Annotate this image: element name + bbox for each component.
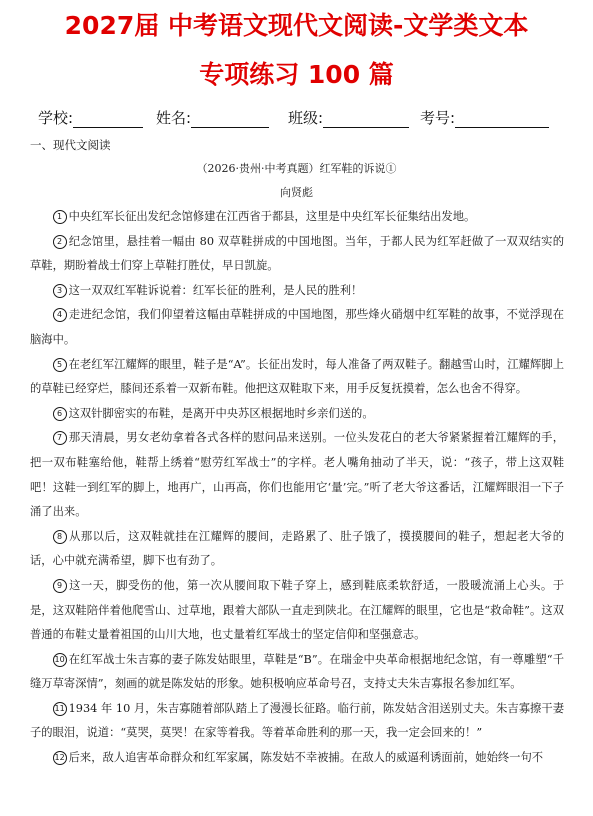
article-paragraph [30,353,564,402]
section-title: 一、现代文阅读 [30,138,111,152]
article-paragraph [30,402,564,427]
paragraph-number-badge: 5 [53,358,67,372]
school-label: 学校: [38,109,74,127]
paragraph-text: 从那以后，这双鞋就挂在江耀辉的腰间，走路累了、肚子饿了，摸摸腰间的鞋子，想起老大爷的话，心中就充满希望，脚下也有劲了。 [30,529,564,568]
paragraph-text: 走进纪念馆，我们仰望着这幅由草鞋拼成的中国地图，那些烽火硝烟中红军鞋的故事，不觉浮现在脑海中。 [30,308,564,346]
exam-no-label: 考号: [420,109,456,127]
article-paragraph [30,426,564,524]
article-author: 向贤彪 [280,186,313,199]
article-paragraph [30,205,564,230]
paragraph-number-badge: 4 [53,308,67,322]
class-field [288,107,409,128]
paragraph-text: 这一双双红军鞋诉说着：红军长征的胜利，是人民的胜利！ [68,283,363,297]
paragraph-text: 这一天，脚受伤的他，第一次从腰间取下鞋子穿上，感到鞋底柔软舒适，一股暖流涌上心头。于是，这双鞋陪伴着他爬雪山、过草地，跟着大部队一直走到陕北。在江耀辉的眼里，它也是“救命鞋”。这双普通的布鞋丈量着祖国的山川大地，也丈量着红军战士的坚定信仰和坚强意志。 [30,578,564,642]
class-blank [323,111,409,128]
article-paragraph [30,230,564,279]
article-paragraph [30,574,564,648]
article-paragraph [30,525,564,574]
article-paragraph [30,303,564,352]
paragraph-text: 在红军战士朱吉寡的妻子陈发姑眼里，草鞋是“B”。在瑞金中央革命根据地纪念馆，有一尊雕塑“千缝万草寄深情”，刻画的就是陈发姑的形象。她积极响应革命号召，支持丈夫朱吉寡报名参加红军。 [30,652,564,691]
paragraph-text: 后来，敌人追害革命群众和红军家属，陈发姑不幸被捕。在敌人的威逼利诱面前，她始终一句不 [68,751,544,765]
exam-no-field [420,107,549,128]
paragraph-number-badge: 1 [53,210,67,224]
article-source: （2026·贵州·中考真题）红军鞋的诉说① [196,162,397,175]
school-field [38,107,143,128]
paragraph-number-badge: 2 [53,235,67,249]
school-blank [73,111,143,128]
article-paragraph [30,648,564,697]
page-title-line1: 2027届 中考语文现代文阅读-文学类文本 [64,11,529,40]
info-row [38,107,558,131]
class-label: 班级: [288,109,324,127]
article-body [30,205,564,771]
paragraph-number-badge: 7 [53,431,67,445]
article-paragraph [30,697,564,746]
paragraph-number-badge: 6 [53,407,67,421]
paragraph-number-badge: 9 [53,579,67,593]
name-blank [191,111,269,128]
paragraph-text: 那天清晨，男女老幼拿着各式各样的慰问品来送别。一位头发花白的老大爷紧紧握着江耀辉的手，把一双布鞋塞给他，鞋帮上绣着“慰劳红军战士”的字样。老人嘴角抽动了半天，说：“孩子，带上这双鞋吧！这鞋一到红军的脚上，地再广，山再高，你们也能用它‘量’完。”听了老大爷这番话，江耀辉眼泪一下子涌了出来。 [30,431,564,519]
paragraph-number-badge: 12 [53,751,67,765]
paragraph-text: 中央红军长征出发纪念馆修建在江西省于都县，这里是中央红军长征集结出发地。 [68,210,476,223]
name-label: 姓名: [156,109,192,127]
paragraph-text: 1934 年 10 月，朱吉寡随着部队踏上了漫漫长征路。临行前，陈发姑含泪送别丈夫。朱吉寡擦干妻子的眼泪，说道：“莫哭，莫哭！在家等着我。等着革命胜利的那一天，我一定会回来的！” [30,701,564,740]
article-paragraph [30,279,564,304]
paragraph-number-badge: 8 [53,530,67,544]
name-field [156,107,269,128]
paragraph-text: 纪念馆里，悬挂着一幅由 80 双草鞋拼成的中国地图。当年，于都人民为红军赶做了一双双结实的草鞋，期盼着战士们穿上草鞋打胜仗，早日凯旋。 [30,234,564,273]
paragraph-text: 在老红军江耀辉的眼里，鞋子是“A”。长征出发时，每人准备了两双鞋子。翻越雪山时，江耀辉脚上的草鞋已经穿烂，膝间还系着一双新布鞋。他把这双鞋取下来，用手反复抚摸着，怎么也舍不得穿。 [30,357,564,396]
article-paragraph [30,746,564,771]
paragraph-text: 这双针脚密实的布鞋，是离开中央苏区根据地时乡亲们送的。 [68,406,374,420]
paragraph-number-badge: 10 [53,653,67,667]
exam-no-blank [455,111,549,128]
paragraph-number-badge: 11 [53,702,67,716]
paragraph-number-badge: 3 [53,284,67,298]
page-title-line2: 专项练习 100 篇 [199,60,394,89]
